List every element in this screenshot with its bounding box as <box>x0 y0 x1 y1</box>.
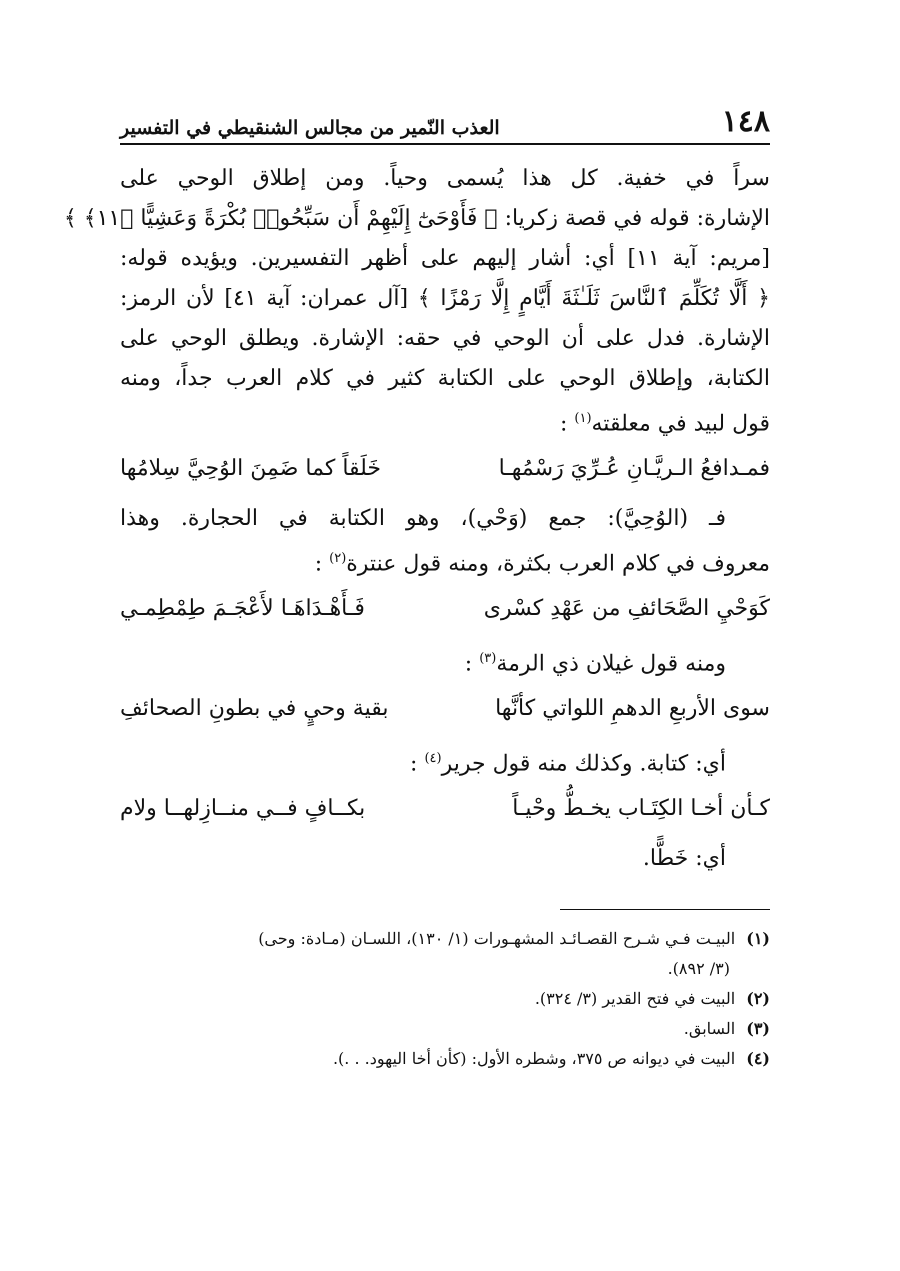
footnote-separator <box>560 909 770 910</box>
text-line: ﴿ أَلَّا تُكَلِّمَ ٱلنَّاسَ ثَلَـٰثَةَ أَيَّامٍ إِلَّا رَمْزًا ﴾ [آل عمران: آية ٤١] لأن الرمز: <box>120 286 771 311</box>
text-line <box>120 399 770 439</box>
poetry-verse <box>120 683 770 735</box>
verse-first-hemistich: كـأن أخـا الكِتَـاب يخـطُّ وحْيـاً <box>512 796 770 821</box>
text-fragment: معروف في كلام العرب بكثرة، ومنه قول عنترة <box>346 551 770 577</box>
footnotes <box>120 924 770 1074</box>
verse-second-hemistich: فَـأَهْـدَاهَـا لأَعْجَـمَ طِمْطِمـي <box>120 596 365 621</box>
verse-second-hemistich: بقية وحيٍ في بطونِ الصحائفِ <box>120 696 389 721</box>
text-fragment: أي: كتابة. وكذلك منه قول جرير <box>441 751 726 777</box>
text-fragment: ومنه قول غيلان ذي الرمة <box>496 651 726 677</box>
footnote-number: (١) <box>746 929 770 948</box>
footnote-marker: (١) <box>574 411 592 426</box>
page-number: ١٤٨ <box>721 104 770 139</box>
colon: : <box>410 751 418 777</box>
text-line: الكتابة، وإطلاق الوحي على الكتابة كثير في كلام العرب جداً، ومنه <box>120 366 770 391</box>
poetry-verse <box>120 783 770 835</box>
main-text <box>63 159 771 879</box>
verse-first-hemistich: سوى الأربعِ الدهمِ اللواتي كأنَّها <box>495 696 770 721</box>
footnote-text: البيت في ديوانه ص ٣٧٥، وشطره الأول: (كأن أخا اليهود. . .). <box>332 1049 736 1068</box>
footnote <box>120 1014 770 1044</box>
footnote-text: البيـت فـي شـرح القصـائـد المشهـورات (١/ ١٣٠)، اللسـان (مـادة: وحى) <box>258 929 736 948</box>
footnote-marker: (٣) <box>479 651 497 666</box>
colon: : <box>464 651 473 677</box>
footnote-number: (٣) <box>746 1019 770 1038</box>
page-header <box>120 95 770 145</box>
footnote-marker: (٢) <box>329 551 347 566</box>
running-title: العذب النّمير من مجالس الشنقيطي في التفسير <box>120 117 500 139</box>
footnote-text: البيت في فتح القدير (٣/ ٣٢٤). <box>534 989 736 1008</box>
text-line: [مريم: آية ١١] أي: أشار إليهم على أظهر التفسيرين. ويؤيده قوله: <box>120 246 770 271</box>
book-page <box>63 95 771 1195</box>
footnote-continuation: (٣/ ٨٩٢). <box>667 959 730 978</box>
text-line: الإشارة. فدل على أن الوحي في حقه: الإشارة. ويطلق الوحي على <box>120 326 770 351</box>
footnote-text: السابق. <box>683 1019 736 1038</box>
footnote <box>120 1044 770 1074</box>
colon: : <box>559 411 568 437</box>
text-line: سراً في خفية. كل هذا يُسمى وحياً. ومن إطلاق الوحي على <box>120 166 770 191</box>
text-line <box>120 739 770 779</box>
verse-second-hemistich: بكــافٍ فــي منــازِلهــا ولام <box>120 796 366 821</box>
verse-first-hemistich: فمـدافعُ الـريَّـانِ عُـرِّيَ رَسْمُهـا <box>498 456 770 481</box>
footnote <box>120 924 770 954</box>
verse-first-hemistich: كَوَحْيِ الصَّحَائفِ من عَهْدِ كسْرى <box>483 596 770 621</box>
verse-second-hemistich: خَلَقاً كما ضَمِنَ الوُحِيَّ سِلامُها <box>120 456 382 481</box>
text-line: فـ (الوُحِيَّ): جمع (وَحْي)، وهو الكتابة في الحجارة. وهذا <box>120 506 726 531</box>
poetry-verse <box>120 443 770 495</box>
text-line: الإشارة: قوله في قصة زكريا: ﴿ فَأَوْحَىٰٓ إِلَيْهِمْ أَن سَبِّحُوا۟ بُكْرَةً وَعَشِيًّا ﴿١١﴾ ﴾ <box>63 206 770 231</box>
footnote-number: (٢) <box>746 989 770 1008</box>
text-fragment: قول لبيد في معلقته <box>591 411 770 437</box>
poetry-verse <box>120 583 770 635</box>
footnote-marker: (٤) <box>424 751 442 766</box>
text-line <box>120 539 770 579</box>
colon: : <box>314 551 323 577</box>
text-line <box>120 639 770 679</box>
text-line: أي: خَطًّا. <box>642 846 726 871</box>
footnote <box>120 984 770 1014</box>
footnote-number: (٤) <box>746 1049 770 1068</box>
